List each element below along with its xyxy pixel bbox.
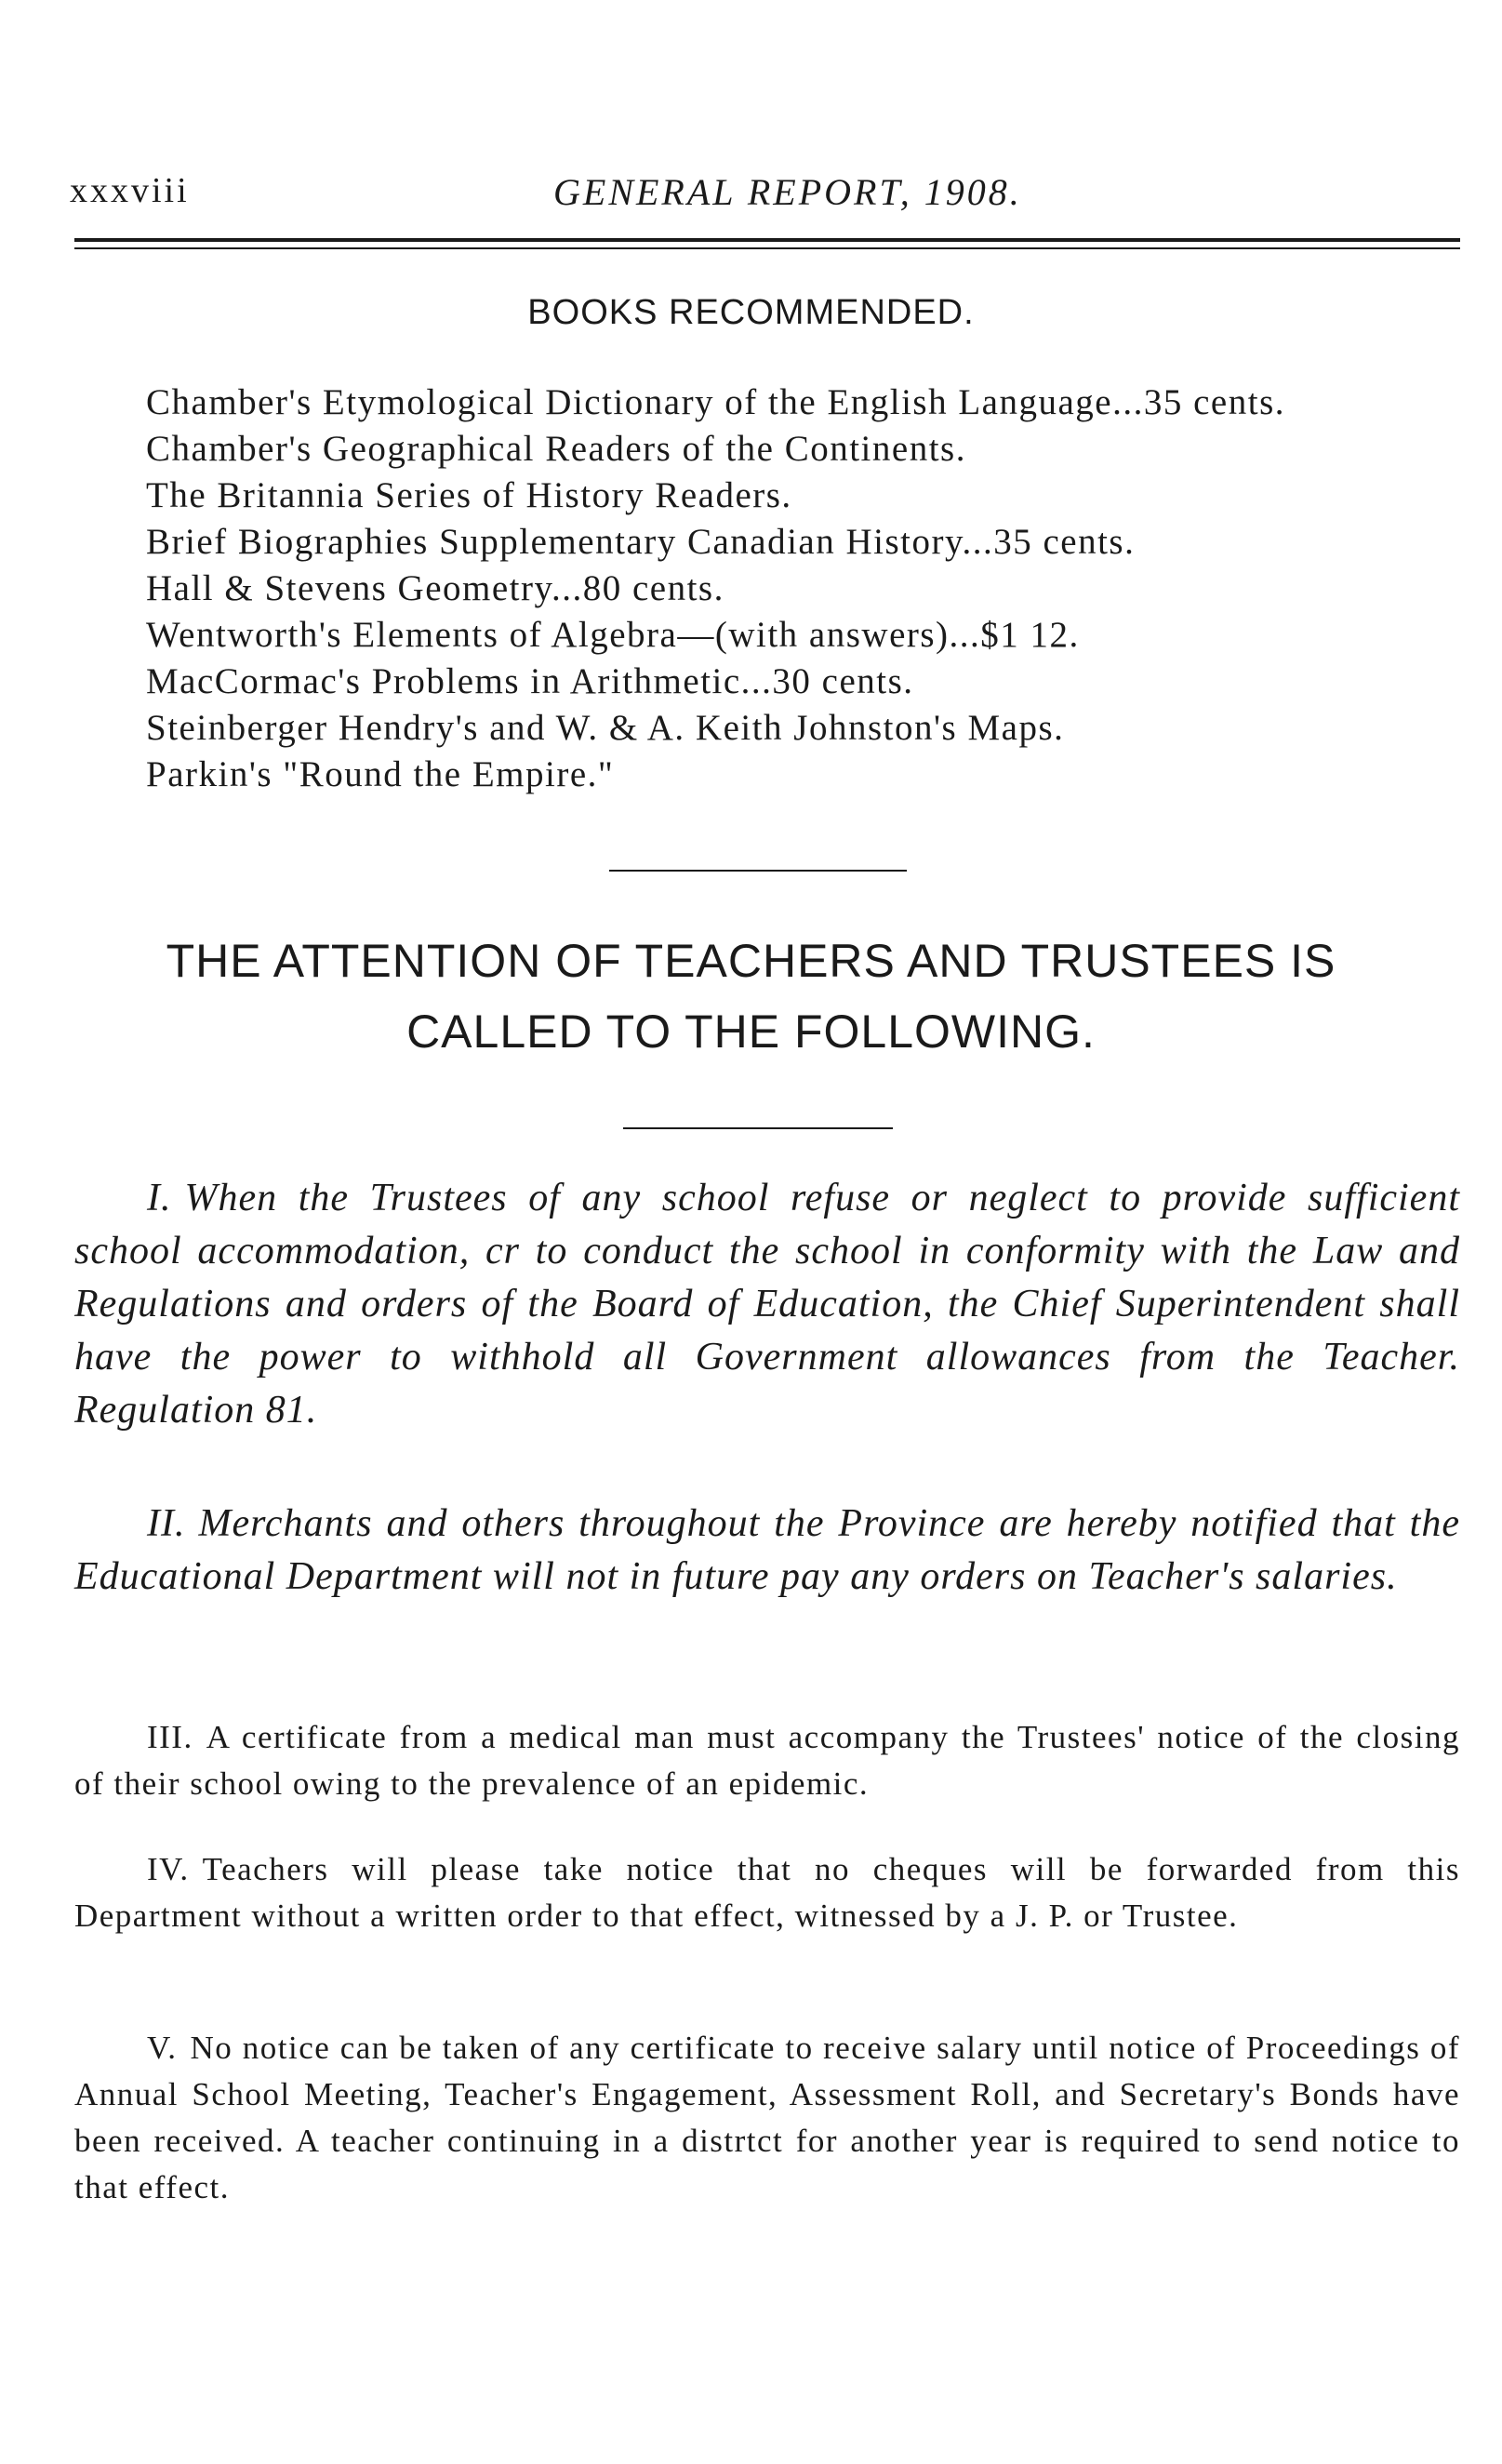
list-item: The Britannia Series of History Readers. bbox=[146, 475, 792, 515]
list-item: Wentworth's Elements of Algebra—(with answers)...$1 12. bbox=[146, 615, 1080, 655]
list-item: Parkin's "Round the Empire." bbox=[146, 754, 615, 794]
notice-paragraph bbox=[74, 1172, 1460, 1437]
book-list bbox=[146, 380, 1285, 798]
notice-text: No notice can be taken of any certificate to receive salary until notice of Proceedings of Annual School Meeting, Teacher's Engagement, Assessment Roll, and Secretary's Bonds have been received. A teacher continuing in a distrtct for another year is required to send notice to that effect. bbox=[74, 2030, 1460, 2205]
notice-paragraph bbox=[74, 1846, 1460, 1939]
notice-number: V. bbox=[147, 2030, 178, 2066]
notice-number: II. bbox=[147, 1502, 186, 1545]
page-header bbox=[70, 170, 1465, 226]
notice-paragraph bbox=[74, 1714, 1460, 1807]
notice-paragraph bbox=[74, 1498, 1460, 1604]
notice-paragraph bbox=[74, 2025, 1460, 2211]
books-heading: BOOKS RECOMMENDED. bbox=[527, 293, 975, 332]
list-item: Chamber's Etymological Dictionary of the English Language...35 cents. bbox=[146, 382, 1285, 422]
notice-number: I. bbox=[147, 1177, 172, 1219]
notice-text: When the Trustees of any school refuse or neglect to provide sufficient school accommodation, cr to conduct the school in conformity with the Law and Regulations and orders of the Board of Education, the Chief Superintendent shall have the power to withhold all Government allowances from the Teacher. Regulation 81. bbox=[74, 1177, 1460, 1432]
section-divider bbox=[609, 870, 907, 872]
notice-text: Merchants and others throughout the Province are hereby notified that the Educational Department will not in future pay any orders on Teacher's salaries. bbox=[74, 1502, 1460, 1598]
list-item: Steinberger Hendry's and W. & A. Keith Johnston's Maps. bbox=[146, 708, 1065, 748]
list-item: MacCormac's Problems in Arithmetic...30 cents. bbox=[146, 661, 914, 701]
running-title: GENERAL REPORT, 1908. bbox=[553, 171, 1022, 213]
list-item: Brief Biographies Supplementary Canadian History...35 cents. bbox=[146, 522, 1136, 562]
notice-number: III. bbox=[147, 1719, 193, 1755]
attention-heading bbox=[0, 926, 1502, 1067]
list-item: Hall & Stevens Geometry...80 cents. bbox=[146, 568, 724, 608]
notice-text: Teachers will please take notice that no cheques will be forwarded from this Department without a written order to that effect, witnessed by a J. P. or Trustee. bbox=[74, 1851, 1460, 1934]
section-divider bbox=[623, 1127, 893, 1129]
list-item: Chamber's Geographical Readers of the Continents. bbox=[146, 429, 966, 469]
header-double-rule bbox=[74, 238, 1460, 249]
notice-text: A certificate from a medical man must accompany the Trustees' notice of the closing of their school owing to the prevalence of an epidemic. bbox=[74, 1719, 1460, 1802]
attention-heading-line: THE ATTENTION OF TEACHERS AND TRUSTEES IS bbox=[166, 935, 1336, 987]
page-number: xxxviii bbox=[70, 171, 190, 210]
notice-number: IV. bbox=[147, 1851, 190, 1887]
attention-heading-line: CALLED TO THE FOLLOWING. bbox=[406, 1006, 1096, 1058]
